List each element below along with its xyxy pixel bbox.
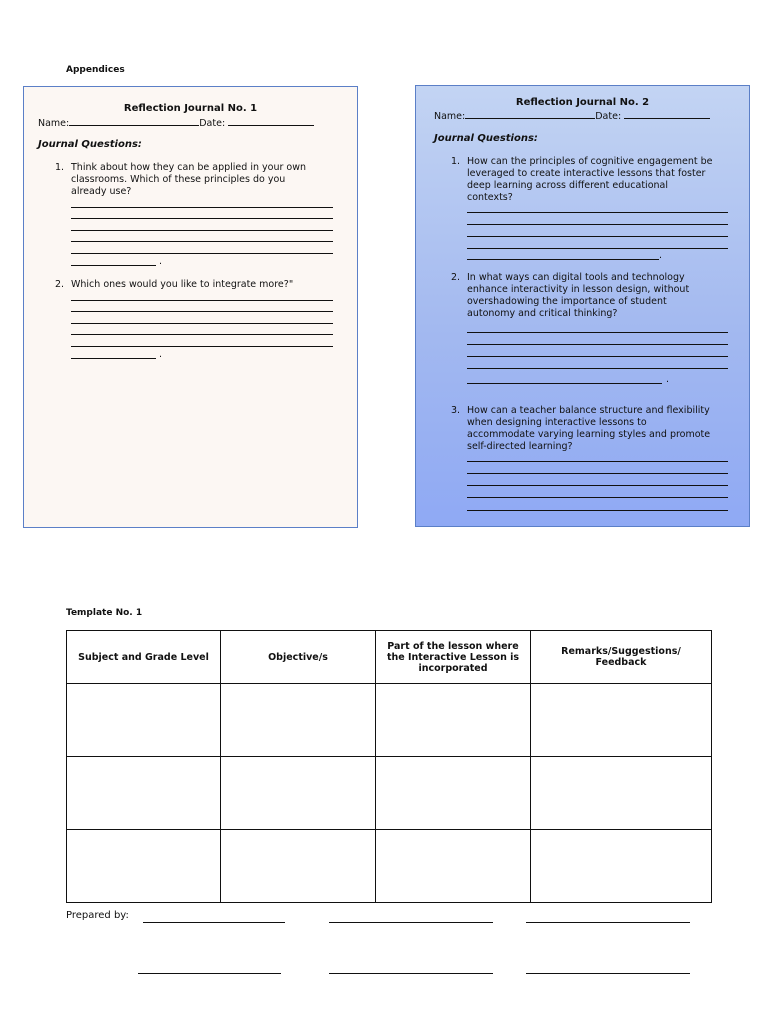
table-cell[interactable] [531,684,712,757]
journal-2-name-field[interactable] [465,109,595,119]
answer-line[interactable] [467,383,662,384]
table-row [67,684,712,757]
signature-line[interactable] [329,973,493,974]
answer-line[interactable] [71,230,333,231]
template-heading: Template No. 1 [66,608,143,618]
journal-2-question-1 [451,156,741,206]
question-text-line: How can a teacher balance structure and flexibility [467,405,710,416]
answer-line[interactable] [467,224,728,225]
table-cell[interactable] [221,684,376,757]
signature-line[interactable] [526,973,690,974]
question-number: 2. [55,279,65,290]
table-cell[interactable] [531,830,712,903]
journal-1-question-1 [55,162,345,202]
question-text-line: accommodate varying learning styles and promote [467,429,711,440]
question-text-line: already use? [71,186,132,197]
answer-line[interactable] [71,207,333,208]
question-text-line: enhance interactivity in lesson design, without [467,284,690,295]
signature-line[interactable] [138,973,281,974]
question-text-line: when designing interactive lessons to [467,417,647,428]
reflection-journal-2 [415,85,750,527]
answer-line[interactable] [467,248,728,249]
answer-line[interactable] [467,473,728,474]
journal-1-question-2 [55,279,345,293]
answer-line[interactable] [71,311,333,312]
answer-line[interactable] [467,259,659,260]
header-subject-grade-level: Subject and Grade Level [67,631,221,684]
answer-line[interactable] [467,510,728,511]
table-row [67,757,712,830]
journal-1-title: Reflection Journal No. 1 [123,103,258,114]
table-cell[interactable] [67,830,221,903]
answer-end-mark: . [159,256,163,267]
answer-end-mark: . [659,250,663,261]
answer-line[interactable] [71,323,333,324]
question-text-line: Which ones would you like to integrate more?" [71,279,294,290]
table-row [67,830,712,903]
journal-1-name-date-row [38,116,314,129]
answer-line[interactable] [467,368,728,369]
answer-line[interactable] [71,241,333,242]
table-cell[interactable] [376,684,531,757]
journal-2-name-date-row [434,109,710,122]
table-cell[interactable] [221,830,376,903]
reflection-journal-1 [23,86,358,528]
table-header-row [67,631,712,684]
answer-line[interactable] [71,300,333,301]
table-cell[interactable] [376,757,531,830]
question-text-line: self-directed learning? [467,441,573,452]
journal-1-date-field[interactable] [228,116,314,126]
question-number: 1. [55,162,65,173]
journal-2-question-2 [451,272,741,322]
answer-end-mark: . [159,349,163,360]
question-text-line: contexts? [467,192,513,203]
table-cell[interactable] [221,757,376,830]
answer-line[interactable] [467,497,728,498]
journal-2-name-label: Name: [434,111,466,122]
answer-line[interactable] [71,334,333,335]
question-text-line: In what ways can digital tools and technology [467,272,685,283]
journal-2-date-label: Date: [595,111,622,122]
answer-line[interactable] [467,344,728,345]
journal-1-date-label: Date: [199,118,226,129]
question-text-line: leveraged to create interactive lessons that foster [467,168,706,179]
answer-line[interactable] [467,356,728,357]
question-number: 3. [451,405,461,416]
journal-1-name-label: Name: [38,118,70,129]
table-cell[interactable] [67,684,221,757]
prepared-by-label: Prepared by: [66,910,129,921]
journal-1-name-field[interactable] [69,116,199,126]
header-lesson-part: Part of the lesson where the Interactive Lesson is incorporated [376,631,531,684]
answer-line[interactable] [71,218,333,219]
template-table [66,630,712,903]
appendices-heading: Appendices [66,65,125,75]
header-objectives: Objective/s [221,631,376,684]
question-text-line: deep learning across different educational [467,180,668,191]
journal-2-questions-heading: Journal Questions: [434,133,538,144]
signature-line[interactable] [143,922,285,923]
answer-line[interactable] [467,236,728,237]
question-number: 1. [451,156,461,167]
answer-line[interactable] [467,485,728,486]
question-text-line: autonomy and critical thinking? [467,308,618,319]
signature-line[interactable] [526,922,690,923]
signature-line[interactable] [329,922,493,923]
journal-1-questions-heading: Journal Questions: [38,139,142,150]
table-cell[interactable] [376,830,531,903]
answer-line[interactable] [71,346,333,347]
question-text-line: How can the principles of cognitive engagement be [467,156,713,167]
answer-line[interactable] [71,358,156,359]
journal-2-title: Reflection Journal No. 2 [515,97,650,108]
answer-line[interactable] [467,212,728,213]
answer-line[interactable] [71,265,156,266]
question-text-line: Think about how they can be applied in your own [71,162,306,173]
question-number: 2. [451,272,461,283]
answer-line[interactable] [467,461,728,462]
journal-2-date-field[interactable] [624,109,710,119]
answer-line[interactable] [467,332,728,333]
question-text-line: overshadowing the importance of student [467,296,667,307]
journal-2-question-3 [451,405,741,455]
header-remarks: Remarks/Suggestions/ Feedback [531,631,712,684]
answer-line[interactable] [71,253,333,254]
answer-end-mark: . [666,374,670,385]
question-text-line: classrooms. Which of these principles do you [71,174,286,185]
table-cell[interactable] [67,757,221,830]
table-cell[interactable] [531,757,712,830]
